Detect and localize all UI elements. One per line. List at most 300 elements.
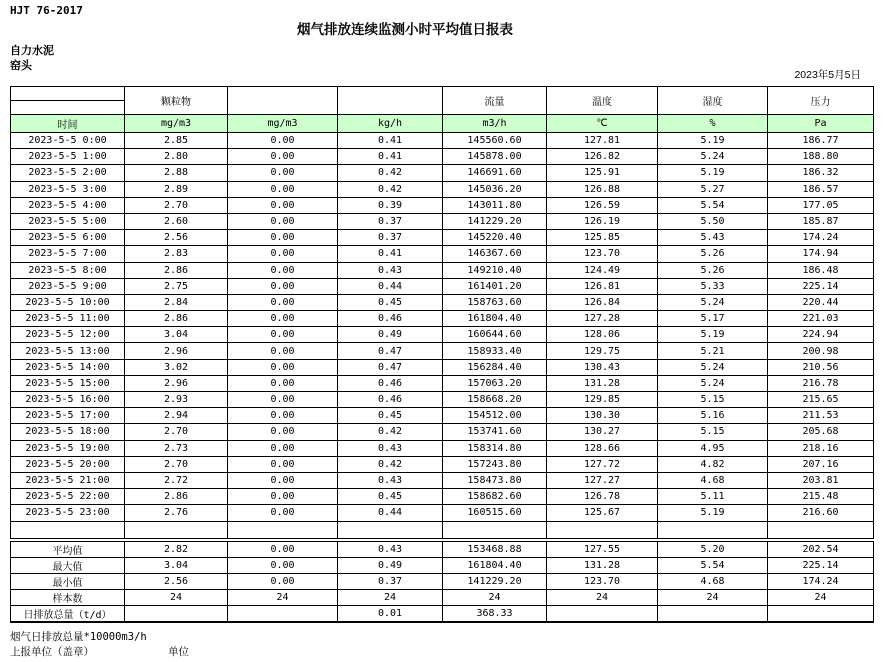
value-cell: 5.26 (658, 262, 768, 278)
value-cell: 2.72 (125, 472, 228, 488)
row-label-cell: 2023-5-5 10:00 (11, 294, 125, 310)
row-label-cell: 2023-5-5 16:00 (11, 392, 125, 408)
value-cell: 220.44 (768, 294, 874, 310)
value-cell: 0.42 (338, 456, 443, 472)
summary-row (11, 542, 874, 558)
row-label-cell: 2023-5-5 12:00 (11, 327, 125, 343)
value-cell: 145878.00 (443, 149, 547, 165)
row-label-cell: 2023-5-5 7:00 (11, 246, 125, 262)
value-cell: 130.30 (547, 408, 658, 424)
value-cell: 131.28 (547, 558, 658, 574)
value-cell: 158473.80 (443, 472, 547, 488)
value-cell: 224.94 (768, 327, 874, 343)
site-name: 窑头 (10, 60, 32, 72)
value-cell: 5.15 (658, 392, 768, 408)
value-cell: 2.60 (125, 213, 228, 229)
header-cell (228, 87, 338, 115)
value-cell: 4.95 (658, 440, 768, 456)
value-cell: 129.85 (547, 392, 658, 408)
value-cell: 3.04 (125, 558, 228, 574)
value-cell: 5.21 (658, 343, 768, 359)
value-cell: 0.00 (228, 311, 338, 327)
value-cell (338, 521, 443, 538)
value-cell: 126.78 (547, 489, 658, 505)
value-cell: 0.00 (228, 262, 338, 278)
value-cell: 124.49 (547, 262, 658, 278)
header-cell-humidity: 湿度 (658, 87, 768, 115)
value-cell: 146367.60 (443, 246, 547, 262)
value-cell: 24 (658, 590, 768, 606)
table-row (11, 294, 874, 310)
table-row (11, 230, 874, 246)
value-cell: 215.65 (768, 392, 874, 408)
value-cell (768, 606, 874, 623)
value-cell: 5.27 (658, 181, 768, 197)
value-cell: 127.28 (547, 311, 658, 327)
value-cell: 2.94 (125, 408, 228, 424)
value-cell: 5.11 (658, 489, 768, 505)
value-cell: 24 (547, 590, 658, 606)
table-row (11, 262, 874, 278)
table-row (11, 343, 874, 359)
row-label-cell: 2023-5-5 14:00 (11, 359, 125, 375)
value-cell (547, 606, 658, 623)
page-title: 烟气排放连续监测小时平均值日报表 (297, 22, 513, 37)
value-cell: 146691.60 (443, 165, 547, 181)
value-cell: 24 (125, 590, 228, 606)
row-label-cell: 2023-5-5 5:00 (11, 213, 125, 229)
row-label-cell: 2023-5-5 22:00 (11, 489, 125, 505)
value-cell: 0.00 (228, 327, 338, 343)
row-label-cell: 2023-5-5 15:00 (11, 375, 125, 391)
row-label-cell: 日排放总量（t/d） (11, 606, 125, 623)
company-name: 自力水泥 (10, 45, 54, 57)
value-cell: 0.44 (338, 278, 443, 294)
value-cell: 186.57 (768, 181, 874, 197)
value-cell: 127.72 (547, 456, 658, 472)
table-row (11, 489, 874, 505)
row-label-cell: 样本数 (11, 590, 125, 606)
value-cell: 0.46 (338, 311, 443, 327)
row-label-cell: 2023-5-5 1:00 (11, 149, 125, 165)
value-cell: 2.88 (125, 165, 228, 181)
value-cell: 0.00 (228, 343, 338, 359)
value-cell: 24 (228, 590, 338, 606)
table-row (11, 456, 874, 472)
row-label-cell (11, 521, 125, 538)
value-cell: 0.37 (338, 574, 443, 590)
value-cell: 126.19 (547, 213, 658, 229)
value-cell: 216.60 (768, 505, 874, 521)
value-cell: 188.80 (768, 149, 874, 165)
value-cell: 129.75 (547, 343, 658, 359)
table-row (11, 197, 874, 213)
value-cell: 158314.80 (443, 440, 547, 456)
header-cell (11, 101, 125, 115)
table-row (11, 440, 874, 456)
table-row (11, 149, 874, 165)
value-cell: 127.55 (547, 542, 658, 558)
value-cell: 127.27 (547, 472, 658, 488)
value-cell: 2.82 (125, 542, 228, 558)
value-cell: 2.85 (125, 133, 228, 149)
unit-cell: Pa (768, 115, 874, 133)
row-label-cell: 平均值 (11, 542, 125, 558)
unit-cell-time: 时间 (11, 115, 125, 133)
table-row (11, 213, 874, 229)
value-cell: 2.70 (125, 197, 228, 213)
value-cell: 131.28 (547, 375, 658, 391)
value-cell: 0.44 (338, 505, 443, 521)
value-cell: 0.45 (338, 489, 443, 505)
value-cell: 0.46 (338, 375, 443, 391)
value-cell: 185.87 (768, 213, 874, 229)
row-label-cell: 2023-5-5 17:00 (11, 408, 125, 424)
table-row (11, 392, 874, 408)
value-cell: 0.00 (228, 165, 338, 181)
value-cell: 2.73 (125, 440, 228, 456)
value-cell: 2.84 (125, 294, 228, 310)
value-cell: 200.98 (768, 343, 874, 359)
value-cell: 154512.00 (443, 408, 547, 424)
table-row (11, 165, 874, 181)
value-cell: 177.05 (768, 197, 874, 213)
value-cell: 24 (768, 590, 874, 606)
summary-row (11, 606, 874, 623)
value-cell: 186.77 (768, 133, 874, 149)
value-cell: 4.68 (658, 574, 768, 590)
data-rows (11, 133, 874, 539)
value-cell: 158763.60 (443, 294, 547, 310)
table-row (11, 311, 874, 327)
value-cell: 0.43 (338, 472, 443, 488)
row-label-cell: 2023-5-5 9:00 (11, 278, 125, 294)
value-cell: 126.59 (547, 197, 658, 213)
value-cell: 2.89 (125, 181, 228, 197)
value-cell: 2.86 (125, 489, 228, 505)
group-header-row (11, 87, 874, 101)
row-label-cell: 2023-5-5 6:00 (11, 230, 125, 246)
value-cell: 0.00 (228, 472, 338, 488)
value-cell: 2.96 (125, 375, 228, 391)
value-cell: 125.91 (547, 165, 658, 181)
value-cell: 126.81 (547, 278, 658, 294)
value-cell: 0.37 (338, 213, 443, 229)
value-cell: 225.14 (768, 558, 874, 574)
unit-label: 单位 (168, 646, 189, 658)
summary-row (11, 590, 874, 606)
value-cell: 0.42 (338, 165, 443, 181)
row-label-cell: 2023-5-5 11:00 (11, 311, 125, 327)
value-cell: 0.41 (338, 246, 443, 262)
value-cell: 5.19 (658, 327, 768, 343)
value-cell: 0.01 (338, 606, 443, 623)
standard-number: HJT 76-2017 (10, 4, 83, 17)
unit-cell: m3/h (443, 115, 547, 133)
value-cell: 0.49 (338, 327, 443, 343)
value-cell: 0.00 (228, 359, 338, 375)
table-row (11, 472, 874, 488)
value-cell: 0.00 (228, 133, 338, 149)
value-cell (658, 521, 768, 538)
value-cell: 5.19 (658, 165, 768, 181)
header-cell (338, 87, 443, 115)
value-cell: 0.00 (228, 574, 338, 590)
value-cell: 0.00 (228, 294, 338, 310)
value-cell: 0.41 (338, 133, 443, 149)
value-cell: 2.56 (125, 574, 228, 590)
value-cell: 4.68 (658, 472, 768, 488)
value-cell: 186.48 (768, 262, 874, 278)
value-cell: 128.66 (547, 440, 658, 456)
unit-cell: mg/m3 (125, 115, 228, 133)
table-row (11, 424, 874, 440)
row-label-cell: 2023-5-5 3:00 (11, 181, 125, 197)
value-cell: 0.43 (338, 542, 443, 558)
value-cell: 174.94 (768, 246, 874, 262)
value-cell: 126.84 (547, 294, 658, 310)
value-cell: 210.56 (768, 359, 874, 375)
header-cell-temperature: 温度 (547, 87, 658, 115)
value-cell: 2.93 (125, 392, 228, 408)
value-cell: 130.27 (547, 424, 658, 440)
row-label-cell: 2023-5-5 21:00 (11, 472, 125, 488)
table-row (11, 375, 874, 391)
value-cell: 161804.40 (443, 558, 547, 574)
value-cell: 5.24 (658, 359, 768, 375)
value-cell: 218.16 (768, 440, 874, 456)
value-cell: 153468.88 (443, 542, 547, 558)
value-cell: 0.49 (338, 558, 443, 574)
row-label-cell: 2023-5-5 4:00 (11, 197, 125, 213)
table-row (11, 246, 874, 262)
value-cell: 0.42 (338, 424, 443, 440)
value-cell: 368.33 (443, 606, 547, 623)
value-cell: 5.54 (658, 197, 768, 213)
value-cell: 145036.20 (443, 181, 547, 197)
value-cell: 2.70 (125, 456, 228, 472)
value-cell: 5.24 (658, 149, 768, 165)
value-cell: 156284.40 (443, 359, 547, 375)
value-cell: 5.19 (658, 133, 768, 149)
value-cell: 211.53 (768, 408, 874, 424)
value-cell: 125.85 (547, 230, 658, 246)
value-cell: 5.50 (658, 213, 768, 229)
header-cell (11, 87, 125, 101)
summary-rows (11, 542, 874, 623)
value-cell: 0.42 (338, 181, 443, 197)
header-cell-flow: 流量 (443, 87, 547, 115)
value-cell: 161804.40 (443, 311, 547, 327)
value-cell: 160644.60 (443, 327, 547, 343)
row-label-cell: 2023-5-5 19:00 (11, 440, 125, 456)
value-cell: 145560.60 (443, 133, 547, 149)
value-cell: 5.20 (658, 542, 768, 558)
value-cell (768, 521, 874, 538)
row-label-cell: 2023-5-5 20:00 (11, 456, 125, 472)
value-cell: 0.00 (228, 424, 338, 440)
unit-cell: % (658, 115, 768, 133)
row-label-cell: 2023-5-5 13:00 (11, 343, 125, 359)
value-cell: 0.46 (338, 392, 443, 408)
value-cell: 0.00 (228, 230, 338, 246)
value-cell: 0.43 (338, 440, 443, 456)
table-row (11, 359, 874, 375)
value-cell (125, 521, 228, 538)
value-cell: 174.24 (768, 574, 874, 590)
table-row (11, 278, 874, 294)
value-cell: 5.33 (658, 278, 768, 294)
value-cell: 5.43 (658, 230, 768, 246)
header-cell-pressure: 压力 (768, 87, 874, 115)
value-cell: 0.41 (338, 149, 443, 165)
value-cell: 2.83 (125, 246, 228, 262)
value-cell: 5.16 (658, 408, 768, 424)
value-cell: 158933.40 (443, 343, 547, 359)
unit-cell: ℃ (547, 115, 658, 133)
value-cell: 149210.40 (443, 262, 547, 278)
value-cell (228, 606, 338, 623)
value-cell: 5.26 (658, 246, 768, 262)
value-cell: 0.47 (338, 343, 443, 359)
value-cell: 202.54 (768, 542, 874, 558)
value-cell: 123.70 (547, 574, 658, 590)
value-cell (125, 606, 228, 623)
value-cell: 143011.80 (443, 197, 547, 213)
value-cell: 125.67 (547, 505, 658, 521)
value-cell: 141229.20 (443, 574, 547, 590)
value-cell: 158682.60 (443, 489, 547, 505)
value-cell: 5.17 (658, 311, 768, 327)
value-cell: 157243.80 (443, 456, 547, 472)
value-cell: 0.00 (228, 392, 338, 408)
value-cell: 0.00 (228, 246, 338, 262)
value-cell: 157063.20 (443, 375, 547, 391)
value-cell: 3.02 (125, 359, 228, 375)
value-cell: 158668.20 (443, 392, 547, 408)
summary-row (11, 574, 874, 590)
value-cell: 145220.40 (443, 230, 547, 246)
value-cell: 2.56 (125, 230, 228, 246)
value-cell: 126.82 (547, 149, 658, 165)
table-row (11, 327, 874, 343)
value-cell: 0.45 (338, 408, 443, 424)
value-cell: 207.16 (768, 456, 874, 472)
value-cell: 5.24 (658, 375, 768, 391)
reporting-unit-label: 上报单位（盖章） (10, 646, 94, 658)
value-cell: 0.00 (228, 558, 338, 574)
value-cell: 225.14 (768, 278, 874, 294)
value-cell: 215.48 (768, 489, 874, 505)
value-cell: 174.24 (768, 230, 874, 246)
row-label-cell: 最大值 (11, 558, 125, 574)
report-date: 2023年5月5日 (794, 69, 861, 81)
value-cell: 0.00 (228, 440, 338, 456)
value-cell: 0.39 (338, 197, 443, 213)
unit-cell: kg/h (338, 115, 443, 133)
value-cell: 2.96 (125, 343, 228, 359)
value-cell: 24 (443, 590, 547, 606)
value-cell: 0.00 (228, 489, 338, 505)
value-cell: 4.82 (658, 456, 768, 472)
value-cell: 160515.60 (443, 505, 547, 521)
monitoring-table (10, 86, 874, 539)
value-cell: 128.06 (547, 327, 658, 343)
value-cell: 0.43 (338, 262, 443, 278)
value-cell: 127.81 (547, 133, 658, 149)
value-cell: 0.00 (228, 213, 338, 229)
row-label-cell: 2023-5-5 8:00 (11, 262, 125, 278)
value-cell: 3.04 (125, 327, 228, 343)
unit-cell: mg/m3 (228, 115, 338, 133)
value-cell: 0.45 (338, 294, 443, 310)
value-cell: 5.19 (658, 505, 768, 521)
row-label-cell: 2023-5-5 2:00 (11, 165, 125, 181)
value-cell: 0.00 (228, 408, 338, 424)
value-cell: 24 (338, 590, 443, 606)
row-label-cell: 2023-5-5 18:00 (11, 424, 125, 440)
value-cell: 0.00 (228, 149, 338, 165)
value-cell: 0.47 (338, 359, 443, 375)
table-row (11, 133, 874, 149)
flow-total-note: 烟气日排放总量*10000m3/h (10, 631, 147, 643)
value-cell: 216.78 (768, 375, 874, 391)
table-row (11, 505, 874, 521)
empty-row (11, 521, 874, 538)
value-cell: 0.00 (228, 505, 338, 521)
row-label-cell: 2023-5-5 0:00 (11, 133, 125, 149)
value-cell: 2.70 (125, 424, 228, 440)
value-cell: 2.76 (125, 505, 228, 521)
table-row (11, 181, 874, 197)
value-cell (547, 521, 658, 538)
value-cell: 0.00 (228, 456, 338, 472)
value-cell: 126.88 (547, 181, 658, 197)
value-cell: 153741.60 (443, 424, 547, 440)
value-cell: 203.81 (768, 472, 874, 488)
value-cell: 130.43 (547, 359, 658, 375)
value-cell: 2.75 (125, 278, 228, 294)
value-cell: 0.00 (228, 542, 338, 558)
value-cell: 123.70 (547, 246, 658, 262)
value-cell: 5.24 (658, 294, 768, 310)
value-cell: 5.54 (658, 558, 768, 574)
unit-header-row (11, 115, 874, 133)
value-cell: 0.00 (228, 278, 338, 294)
value-cell (443, 521, 547, 538)
value-cell: 0.00 (228, 375, 338, 391)
value-cell: 205.68 (768, 424, 874, 440)
summary-row (11, 558, 874, 574)
value-cell: 5.15 (658, 424, 768, 440)
value-cell: 221.03 (768, 311, 874, 327)
value-cell (658, 606, 768, 623)
value-cell: 0.37 (338, 230, 443, 246)
value-cell: 141229.20 (443, 213, 547, 229)
value-cell: 2.86 (125, 311, 228, 327)
row-label-cell: 最小值 (11, 574, 125, 590)
value-cell: 161401.20 (443, 278, 547, 294)
value-cell: 0.00 (228, 181, 338, 197)
value-cell: 186.32 (768, 165, 874, 181)
value-cell (228, 521, 338, 538)
value-cell: 2.86 (125, 262, 228, 278)
header-cell-particulate: 颗粒物 (125, 87, 228, 115)
summary-table (10, 541, 874, 623)
row-label-cell: 2023-5-5 23:00 (11, 505, 125, 521)
value-cell: 2.80 (125, 149, 228, 165)
table-row (11, 408, 874, 424)
